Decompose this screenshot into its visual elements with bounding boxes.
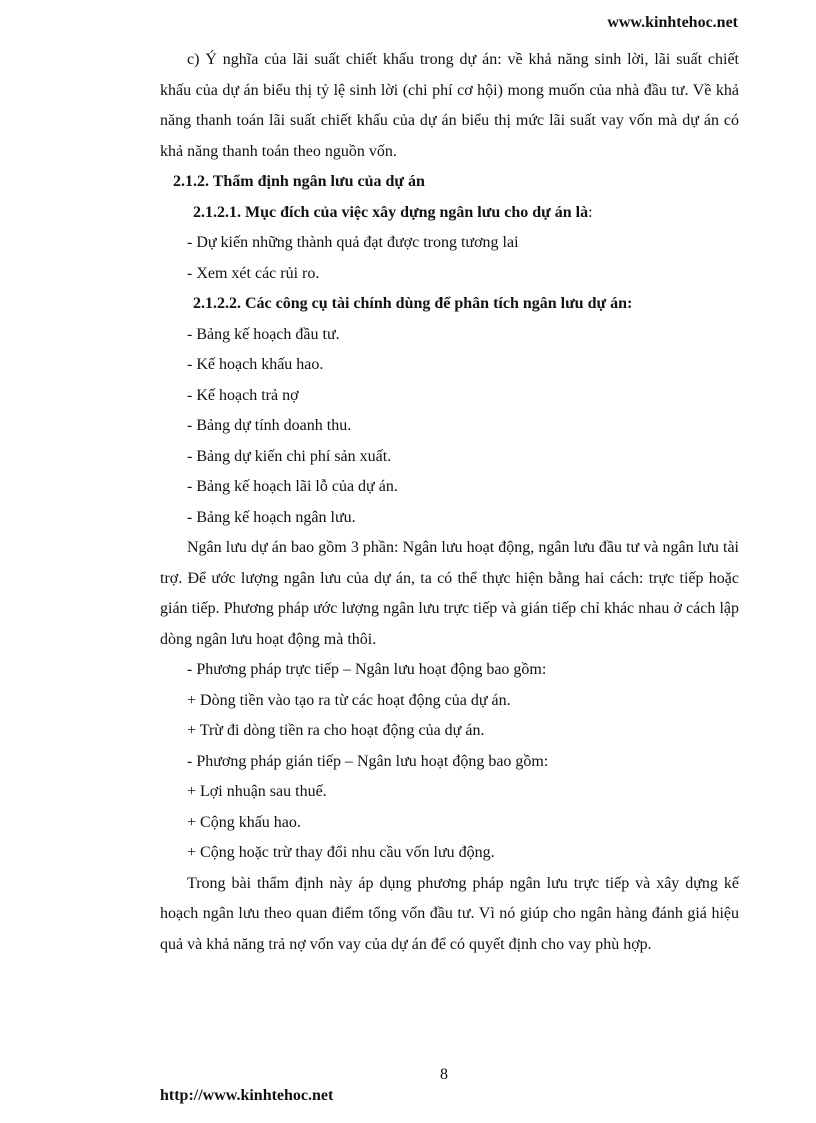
- list-item: + Trừ đi dòng tiền ra cho hoạt động của dự án.: [187, 722, 485, 739]
- heading-2-1-2-1-colon: :: [588, 203, 593, 221]
- page-number: 8: [440, 1066, 448, 1083]
- list-item: + Lợi nhuận sau thuế.: [187, 783, 327, 800]
- list-item: - Kế hoạch trả nợ: [187, 386, 299, 404]
- paragraph-discount-rate-meaning: c) Ý nghĩa của lãi suất chiết khấu trong dự án: về khả năng sinh lời, lãi suất chiết khấu của dự án biểu thị tỷ lệ sinh lời (chi phí cơ hội) mong muốn của nhà đầu tư. Về khả năng thanh toán lãi suất chiết khấu của dự án biểu thị mức lãi suất vay vốn mà dự án có khả năng thanh toán theo nguồn vốn.: [160, 51, 739, 160]
- list-item: - Bảng kế hoạch lãi lỗ của dự án.: [187, 478, 398, 495]
- list-item: - Phương pháp gián tiếp – Ngân lưu hoạt động bao gồm:: [187, 752, 549, 770]
- heading-2-1-2: 2.1.2. Thẩm định ngân lưu của dự án: [173, 173, 425, 190]
- heading-2-1-2-1-text: 2.1.2.1. Mục đích của việc xây dựng ngân lưu cho dự án là: [193, 203, 589, 221]
- list-item: - Bảng dự tính doanh thu.: [187, 417, 352, 434]
- list-item: - Phương pháp trực tiếp – Ngân lưu hoạt động bao gồm:: [187, 661, 547, 678]
- paragraph-conclusion: Trong bài thẩm định này áp dụng phương pháp ngân lưu trực tiếp và xây dựng kế hoạch ngân lưu theo quan điểm tổng vốn đầu tư. Vì nó giúp cho ngân hàng đánh giá hiệu quả và khả năng trả nợ vốn vay của dự án để có quyết định cho vay phù hợp.: [160, 874, 739, 953]
- list-item: - Bảng dự kiến chi phí sản xuất.: [187, 447, 392, 465]
- list-item: + Cộng khấu hao.: [187, 813, 301, 831]
- list-item: + Cộng hoặc trừ thay đổi nhu cầu vốn lưu động.: [187, 844, 495, 861]
- heading-2-1-2-2: 2.1.2.2. Các công cụ tài chính dùng để phân tích ngân lưu dự án:: [193, 295, 633, 312]
- list-item: - Xem xét các rủi ro.: [187, 264, 320, 282]
- list-item: - Kế hoạch khấu hao.: [187, 356, 324, 373]
- footer-url[interactable]: http://www.kinhtehoc.net: [160, 1087, 334, 1104]
- list-item: + Dòng tiền vào tạo ra từ các hoạt động của dự án.: [187, 691, 511, 709]
- list-item: - Bảng kế hoạch đầu tư.: [187, 325, 340, 343]
- list-item: - Bảng kế hoạch ngân lưu.: [187, 508, 356, 526]
- heading-2-1-2-1: [160, 198, 739, 229]
- header-url[interactable]: www.kinhtehoc.net: [607, 14, 738, 31]
- document-body: [160, 45, 739, 960]
- paragraph-cashflow-parts: Ngân lưu dự án bao gồm 3 phần: Ngân lưu hoạt động, ngân lưu đầu tư và ngân lưu tài trợ. Để ước lượng ngân lưu của dự án, ta có thể thực hiện bằng hai cách: trực tiếp hoặc gián tiếp. Phương pháp ước lượng ngân lưu trực tiếp và gián tiếp chỉ khác nhau ở cách lập dòng ngân lưu hoạt động mà thôi.: [160, 539, 739, 648]
- list-item: - Dự kiến những thành quả đạt được trong tương lai: [187, 234, 519, 251]
